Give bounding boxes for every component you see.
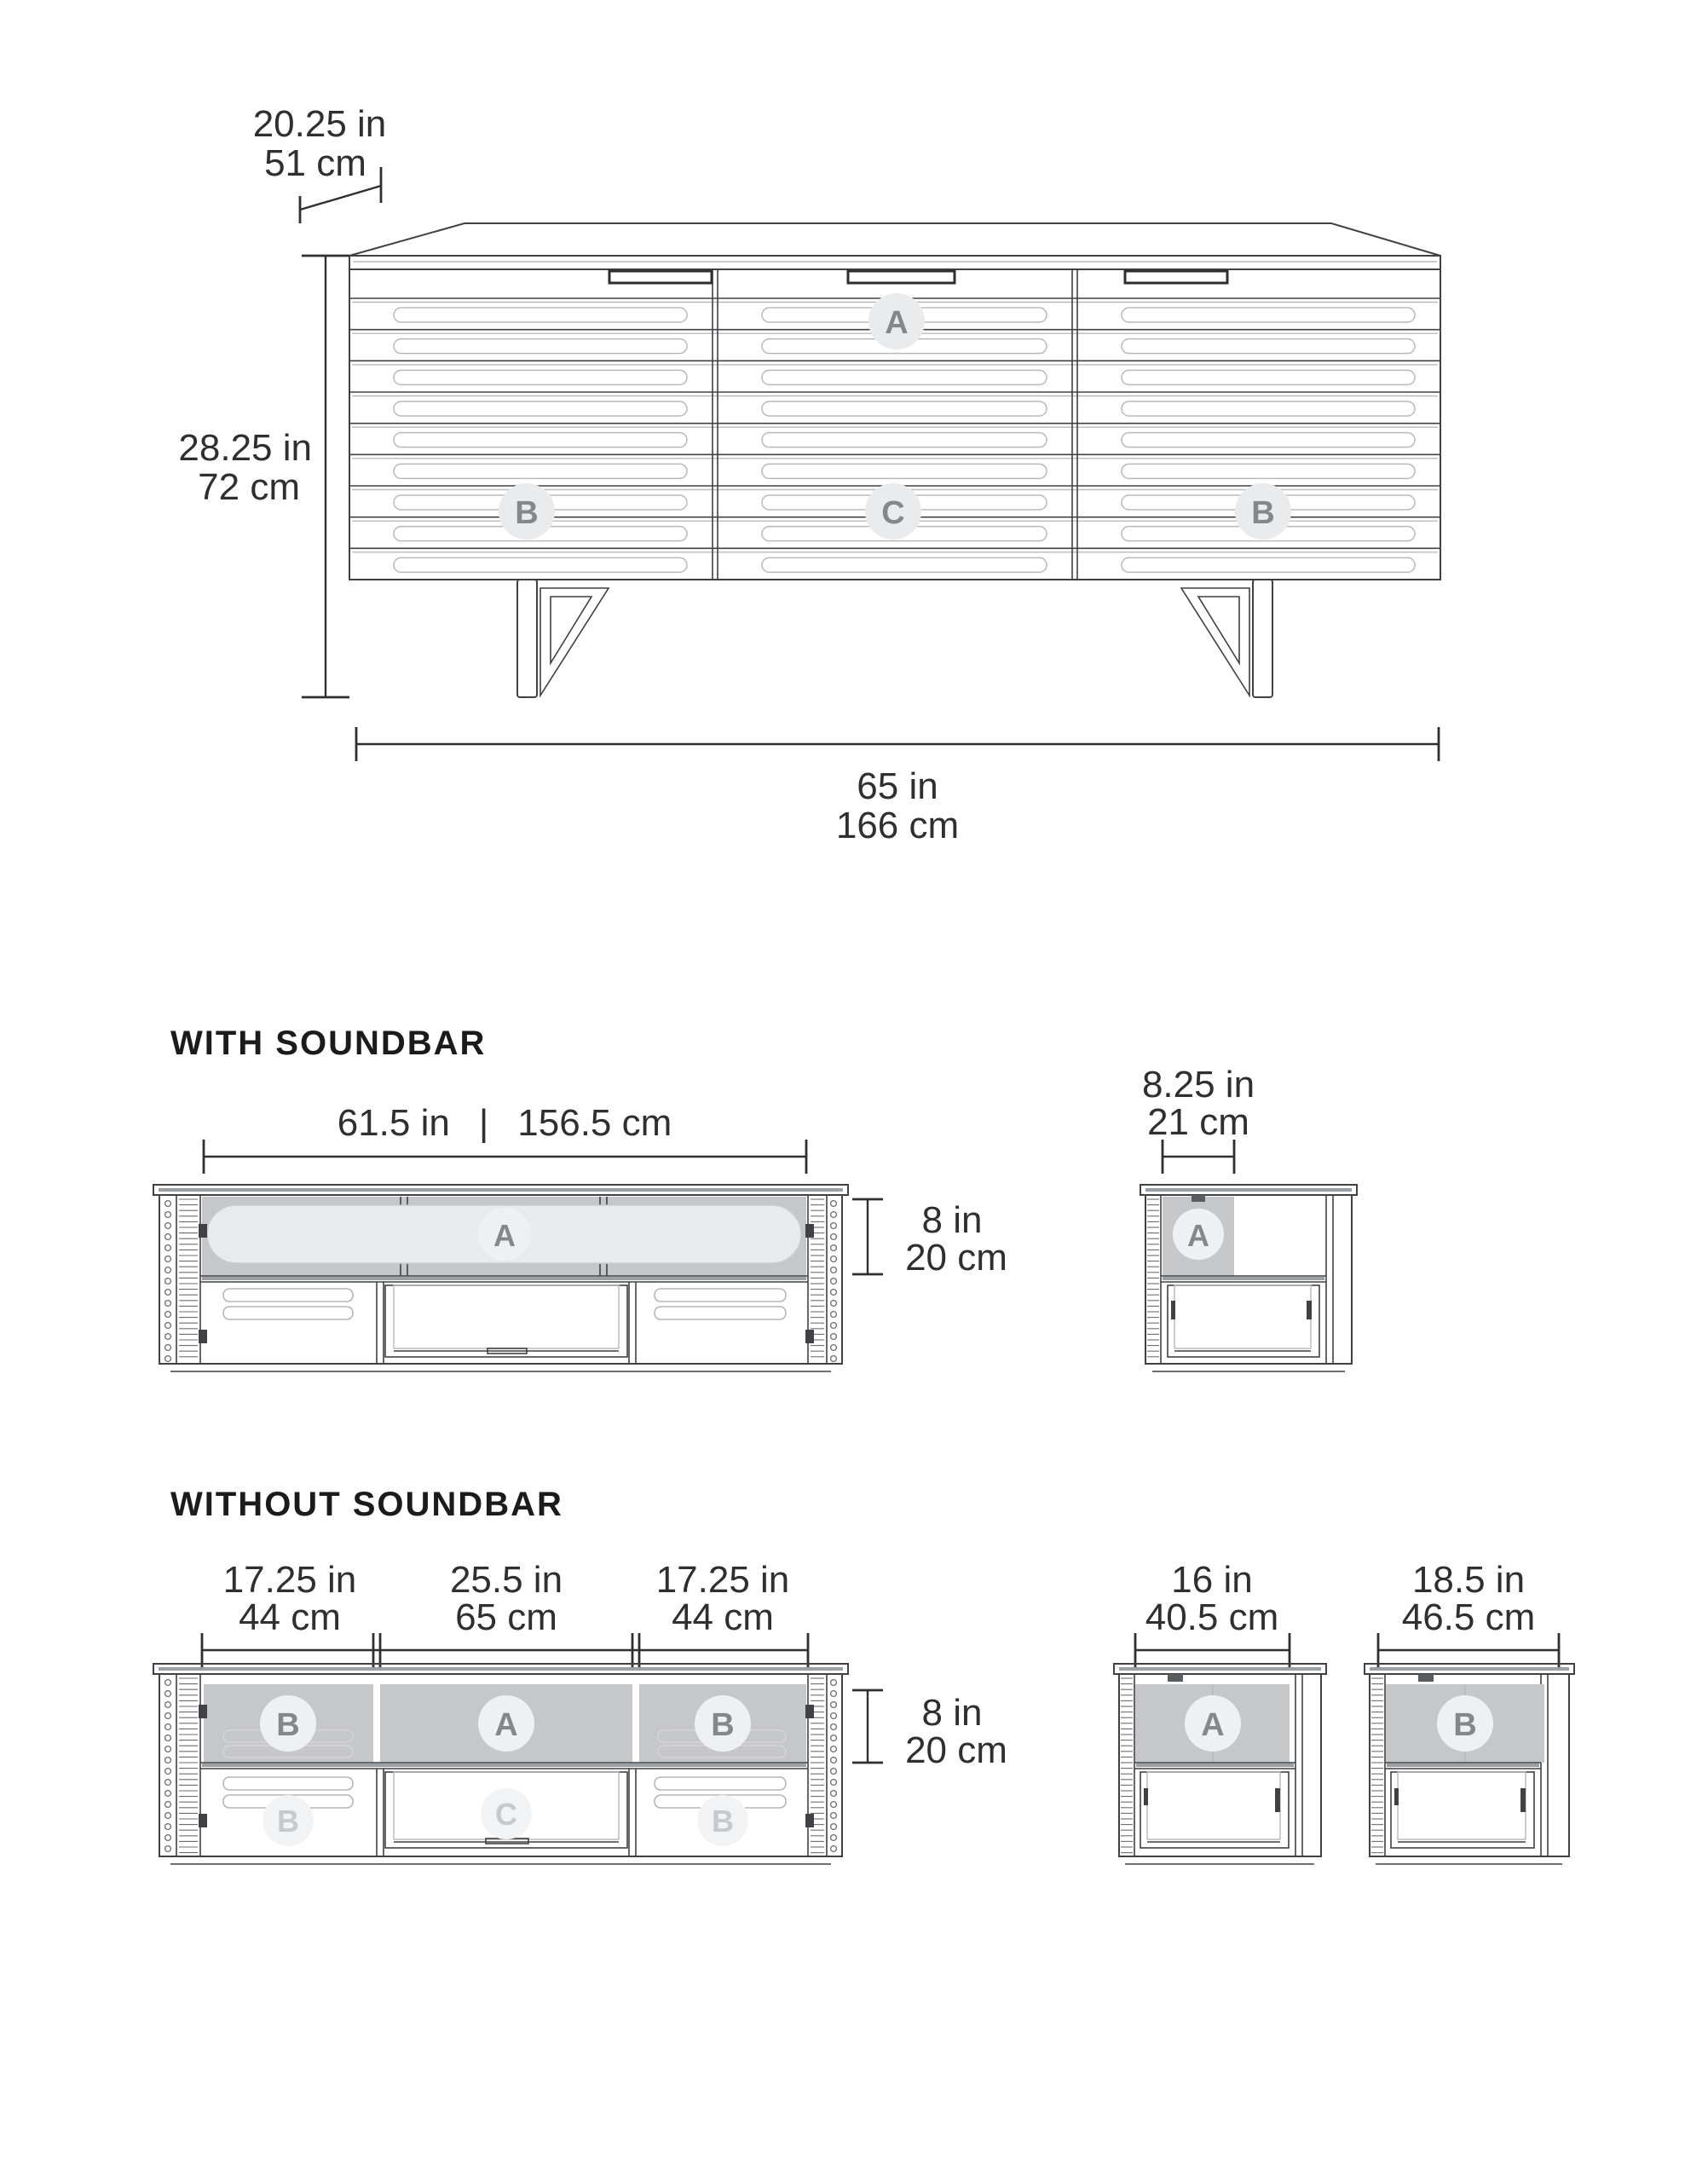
ws-side-depth-dimension [1142, 1064, 1255, 1174]
without-soundbar-section [153, 1486, 1574, 1864]
main-cabinet-view [178, 103, 1440, 846]
with-soundbar-title: WITH SOUNDBAR [170, 1025, 487, 1062]
wo-seg2-in: 25.5 in [449, 1559, 563, 1601]
media-bay [385, 1285, 627, 1357]
ws-height-in: 8 in [921, 1199, 983, 1241]
left-leg-post [517, 580, 537, 697]
ws-front-view [153, 1185, 848, 1371]
wo-height-in: 8 in [921, 1692, 983, 1734]
depth-cm: 51 cm [264, 142, 366, 184]
vent-slot [223, 1777, 353, 1790]
wo-side-a-bay [1140, 1772, 1289, 1848]
label-a: A [885, 305, 909, 341]
left-slat-edge-strip [165, 1674, 200, 1856]
wo-label-b-right: B [711, 1707, 735, 1743]
wo-side-view-b [1365, 1559, 1574, 1864]
cabinet-top-fascia [349, 256, 1440, 269]
wo-faded-b-left: B [277, 1804, 299, 1839]
right-leg-post [1253, 580, 1272, 697]
width-cm: 166 cm [835, 805, 960, 846]
center-door-handle [848, 271, 955, 283]
wo-label-a: A [494, 1707, 518, 1743]
height-cm: 72 cm [198, 466, 300, 508]
ws-side-bay [1168, 1285, 1319, 1357]
wo-height-cm: 20 cm [905, 1729, 1007, 1771]
wo-side-b-in: 18.5 in [1411, 1559, 1526, 1601]
wo-side-a-label: A [1201, 1707, 1225, 1743]
ws-side-depth-in: 8.25 in [1141, 1064, 1255, 1105]
height-in: 28.25 in [178, 427, 312, 469]
ws-lower-compartments [223, 1282, 786, 1364]
wo-height-dimension [852, 1690, 1007, 1771]
left-slat-edge-strip [165, 1195, 200, 1364]
cabinet-legs [517, 580, 1272, 697]
width-dimension [356, 727, 1439, 846]
ws-height-dimension [852, 1199, 1007, 1279]
height-dimension [178, 256, 349, 697]
wo-faded-c: C [495, 1797, 517, 1832]
wo-front-view [153, 1664, 848, 1864]
wo-side-b-bay [1391, 1772, 1534, 1848]
label-c: C [881, 495, 905, 531]
side-slat-edge-strip [1371, 1674, 1385, 1856]
vent-slot [655, 1289, 786, 1302]
vent-slot [223, 1289, 353, 1302]
with-soundbar-section [153, 1025, 1357, 1371]
wo-label-b-left: B [276, 1707, 300, 1743]
wo-side-b-cm: 46.5 cm [1401, 1596, 1536, 1638]
wo-seg3-in: 17.25 in [655, 1559, 790, 1601]
depth-in: 20.25 in [252, 103, 387, 145]
label-b-right: B [1251, 495, 1275, 531]
side-slat-edge-strip [1121, 1674, 1134, 1856]
ws-side-depth-cm: 21 cm [1147, 1101, 1249, 1143]
label-b-left: B [515, 495, 539, 531]
ws-front-width-dimension [204, 1102, 806, 1174]
left-door-handle [609, 271, 712, 283]
door-handles [609, 271, 1227, 283]
depth-dimension [253, 103, 387, 223]
ws-side-label: A [1187, 1218, 1209, 1253]
right-slat-edge-strip [808, 1674, 836, 1856]
wo-seg2-cm: 65 cm [455, 1596, 557, 1638]
ws-front-width: 61.5 in | 156.5 cm [337, 1102, 672, 1144]
side-slat-edge-strip [1147, 1195, 1161, 1364]
wo-front-width-dimensions [202, 1559, 808, 1667]
right-door-handle [1125, 271, 1227, 283]
ws-side-view [1140, 1064, 1357, 1371]
vent-slot [655, 1777, 786, 1790]
wo-side-a-cm: 40.5 cm [1145, 1596, 1279, 1638]
width-in: 65 in [857, 765, 938, 807]
wo-lower-compartments [223, 1769, 786, 1856]
wo-seg1-in: 17.25 in [222, 1559, 357, 1601]
wo-seg3-cm: 44 cm [672, 1596, 774, 1638]
without-soundbar-title: WITHOUT SOUNDBAR [170, 1486, 563, 1523]
wo-faded-b-right: B [712, 1804, 734, 1839]
wo-side-a-in: 16 in [1171, 1559, 1253, 1601]
ws-height-cm: 20 cm [905, 1237, 1007, 1279]
soundbar-label: A [493, 1218, 516, 1253]
vent-slot [223, 1307, 353, 1319]
cabinet-top-surface [349, 223, 1440, 256]
wo-seg1-cm: 44 cm [239, 1596, 341, 1638]
vent-slot [655, 1307, 786, 1319]
wo-side-b-label: B [1453, 1707, 1477, 1743]
wo-side-view-a [1114, 1559, 1326, 1864]
